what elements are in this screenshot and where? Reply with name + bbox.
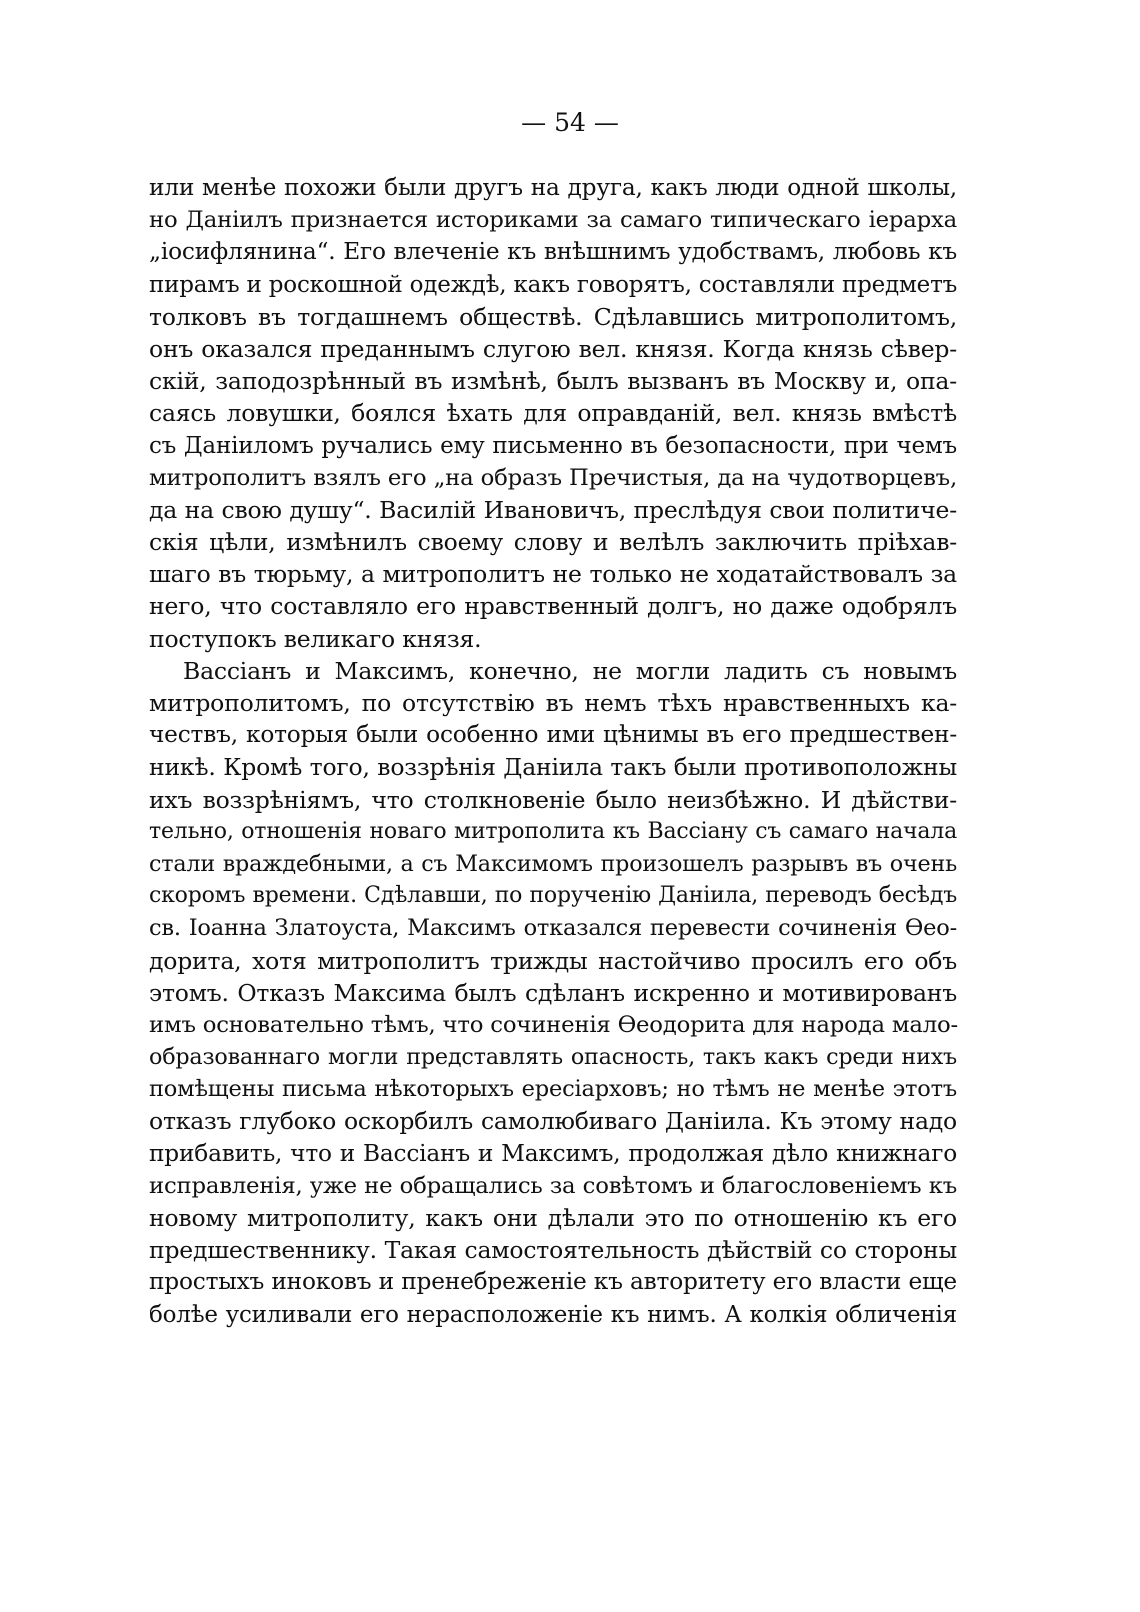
text-line: дорита, хотя митрополитъ трижды настойчиво просилъ его объ: [149, 946, 957, 975]
text-line: скій, заподозрѣнный въ измѣнѣ, былъ вызванъ въ Москву и, опа-: [149, 367, 957, 396]
paragraph-2: [149, 655, 957, 1331]
page-body: [149, 172, 957, 1331]
text-line: митрополитомъ, по отсутствію въ немъ тѣхъ нравственныхъ ка-: [149, 689, 957, 717]
text-line: исправленія, уже не обращались за совѣтомъ и благословеніемъ къ: [149, 1172, 957, 1199]
text-line: саясь ловушки, боялся ѣхать для оправданій, вел. князь вмѣстѣ: [149, 399, 957, 428]
text-line: пирамъ и роскошной одеждѣ, какъ говорятъ, составляли предметъ: [149, 271, 958, 298]
text-line: стали враждебными, а съ Максимомъ произошелъ разрывъ въ очень: [149, 850, 957, 877]
text-line: тельно, отношенія новаго митрополита къ Вассіану съ самаго начала: [149, 818, 957, 844]
text-line: этомъ. Отказъ Максима былъ сдѣланъ искренно и мотивированъ: [149, 978, 957, 1007]
text-line: толковъ въ тогдашнемъ обществѣ. Сдѣлавшись митрополитомъ,: [149, 302, 957, 331]
text-line: чествъ, которыя были особенно ими цѣнимы въ его предшествен-: [149, 721, 957, 749]
text-line: поступокъ великаго князя.: [149, 624, 482, 653]
text-line: „іосифлянина“. Его влеченіе къ внѣшнимъ удобствамъ, любовь къ: [149, 238, 957, 266]
paragraph-1: [149, 172, 957, 655]
text-line: имъ основательно тѣмъ, что сочиненія Ѳеодорита для народа мало-: [149, 1011, 958, 1038]
text-line: онъ оказался преданнымъ слугою вел. князя. Когда князь сѣвер-: [149, 334, 957, 363]
text-line: образованнаго могли представлять опасность, такъ какъ среди нихъ: [149, 1044, 957, 1071]
text-line: отказъ глубоко оскорбилъ самолюбиваго Даніила. Къ этому надо: [149, 1107, 957, 1136]
text-line: него, что составляло его нравственный долгъ, но даже одобрялъ: [149, 592, 957, 621]
text-line: шаго въ тюрьму, а митрополитъ не только не ходатайствовалъ за: [149, 560, 957, 589]
text-line: Вассіанъ и Максимъ, конечно, не могли ладить съ новымъ: [183, 656, 957, 685]
text-line: никѣ. Кромѣ того, воззрѣнія Даніила такъ были противоположны: [149, 753, 957, 782]
text-line: съ Даніиломъ ручались ему письменно въ безопасности, при чемъ: [149, 432, 957, 459]
text-line: предшественнику. Такая самостоятельность дѣйствій со стороны: [149, 1236, 957, 1265]
text-line: но Даніилъ признается историками за самаго типическаго іерарха: [149, 207, 957, 234]
text-line: скія цѣли, измѣнилъ своему слову и велѣлъ заключить пріѣхав-: [149, 528, 957, 557]
text-line: новому митрополиту, какъ они дѣлали это по отношенію къ его: [149, 1204, 957, 1232]
text-line: ихъ воззрѣніямъ, что столкновеніе было неизбѣжно. И дѣйстви-: [149, 785, 957, 814]
text-line: скоромъ времени. Сдѣлавши, по порученію Даніила, переводъ бесѣдъ: [149, 883, 957, 909]
text-line: болѣе усиливали его нерасположеніе къ нимъ. А колкія обличенія: [149, 1301, 957, 1328]
text-line: помѣщены письма нѣкоторыхъ ересіарховъ; но тѣмъ не менѣе этотъ: [149, 1076, 957, 1103]
text-line: прибавить, что и Вассіанъ и Максимъ, продолжая дѣло книжнаго: [149, 1139, 957, 1167]
text-line: митрополитъ взялъ его „на образъ Пречистыя, да на чудотворцевъ,: [149, 464, 957, 491]
page-number: — 54 —: [521, 108, 619, 137]
text-line: св. Іоанна Златоуста, Максимъ отказался перевести сочиненія Ѳео-: [149, 915, 957, 942]
text-line: или менѣе похожи были другъ на друга, какъ люди одной школы,: [149, 174, 957, 201]
text-line: простыхъ иноковъ и пренебреженіе къ авторитету его власти еще: [149, 1268, 957, 1296]
text-line: да на свою душу“. Василій Ивановичъ, преслѣдуя свои политиче-: [149, 495, 957, 524]
